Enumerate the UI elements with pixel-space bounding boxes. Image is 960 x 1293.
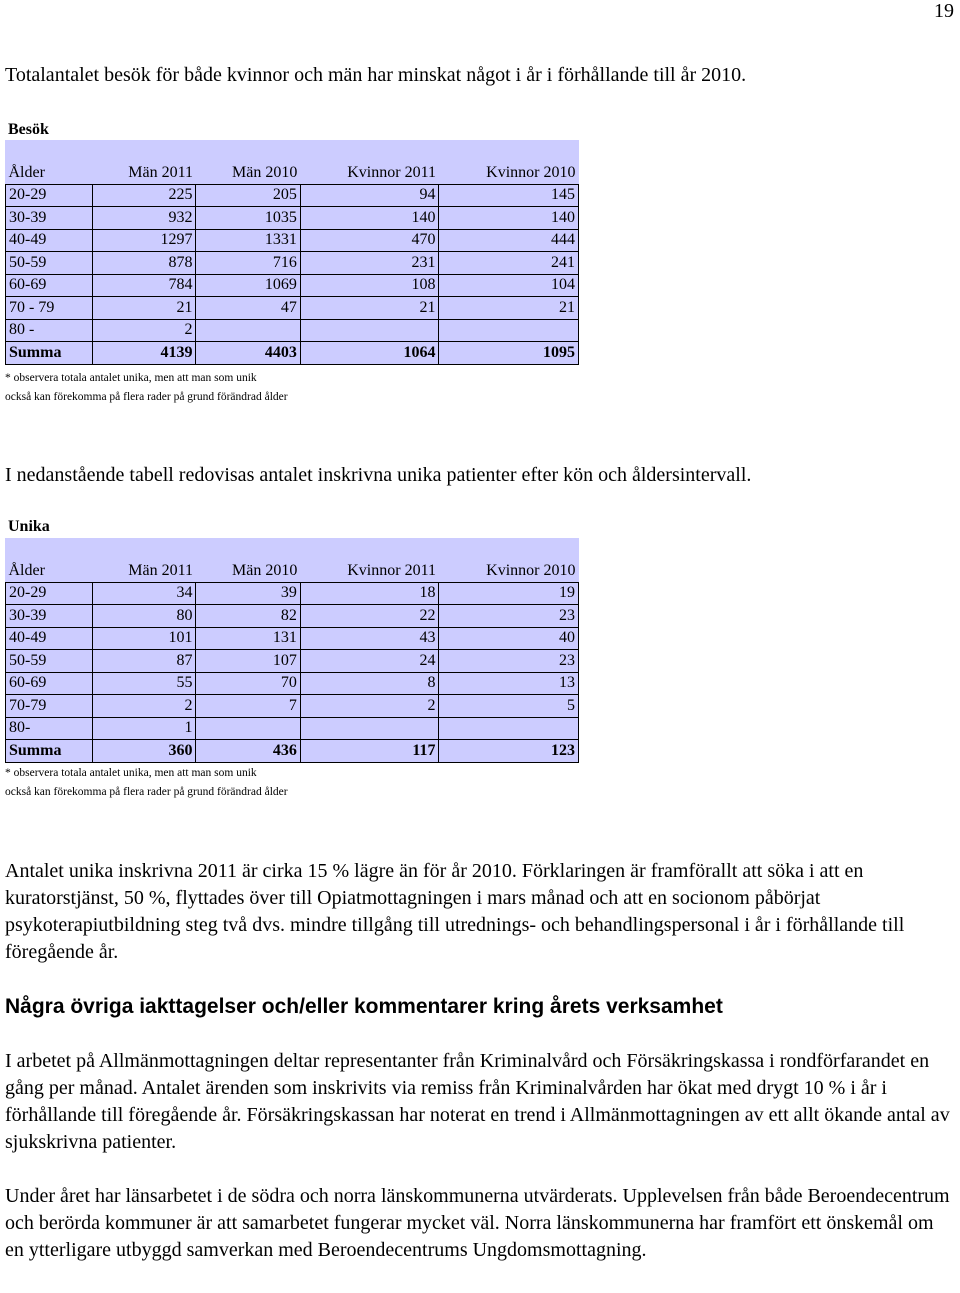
table-cell bbox=[439, 717, 579, 740]
unique-intro-text: I nedanstående tabell redovisas antalet inskrivna unika patienter efter kön och åldersintervall. bbox=[5, 464, 752, 486]
header-cell: Kvinnor 2010 bbox=[486, 561, 576, 579]
table-cell: 70-79 bbox=[6, 695, 93, 718]
table-cell: 70 - 79 bbox=[6, 297, 93, 320]
table-cell: 225 bbox=[92, 184, 196, 207]
header-cell: Män 2010 bbox=[232, 163, 298, 181]
unique-note-1: * observera totala antalet unika, men att man som unik bbox=[5, 767, 257, 779]
table-cell: 21 bbox=[439, 297, 579, 320]
table-row bbox=[6, 229, 579, 252]
table-cell bbox=[196, 319, 300, 342]
table-cell: Summa bbox=[6, 342, 93, 365]
table-cell: 23 bbox=[439, 605, 579, 628]
table-row bbox=[6, 605, 579, 628]
table-cell: 1 bbox=[92, 717, 196, 740]
table-row bbox=[6, 297, 579, 320]
visits-table-title: Besök bbox=[8, 121, 49, 138]
table-cell bbox=[439, 319, 579, 342]
table-cell: 878 bbox=[92, 252, 196, 275]
table-cell: 30-39 bbox=[6, 207, 93, 230]
table-cell: 117 bbox=[300, 740, 439, 763]
unique-note-2: också kan förekomma på flera rader på grund förändrad ålder bbox=[5, 786, 288, 798]
table-row bbox=[6, 207, 579, 230]
table-row bbox=[6, 274, 579, 297]
visits-note-2: också kan förekomma på flera rader på grund förändrad ålder bbox=[5, 391, 288, 403]
table-cell bbox=[196, 717, 300, 740]
table-cell: 87 bbox=[92, 650, 196, 673]
table-cell: 1035 bbox=[196, 207, 300, 230]
intro-text: Totalantalet besök för både kvinnor och män har minskat något i år i förhållande till år 2010. bbox=[5, 64, 747, 86]
table-cell: 13 bbox=[439, 672, 579, 695]
unique-table-header bbox=[6, 560, 579, 582]
table-cell: 40-49 bbox=[6, 229, 93, 252]
table-cell: 50-59 bbox=[6, 252, 93, 275]
table-cell: 80 - bbox=[6, 319, 93, 342]
page-number: 19 bbox=[934, 0, 954, 22]
table-row bbox=[6, 252, 579, 275]
table-cell: 94 bbox=[300, 184, 439, 207]
table-cell: 436 bbox=[196, 740, 300, 763]
paragraph-2: I arbetet på Allmänmottagningen deltar representanter från Kriminalvård och Försäkringskassa i rondförfarandet en gång per månad. Antalet ärenden som inskrivits via remiss från Kriminalvården har ökat med drygt 10 % i år i förhållande till föregående år. Försäkringskassan har noterat en trend i Allmänmottagningen av ett allt ökande antal av sjukskrivna patienter. bbox=[5, 1050, 950, 1153]
table-cell: 20-29 bbox=[6, 184, 93, 207]
table-cell bbox=[300, 319, 439, 342]
table-cell: 1095 bbox=[439, 342, 579, 365]
visits-table-header bbox=[6, 162, 579, 184]
table-cell: 716 bbox=[196, 252, 300, 275]
paragraph-1: Antalet unika inskrivna 2011 är cirka 15 % lägre än för år 2010. Förklaringen är framförallt att söka i att en kuratorstjänst, 50 %, flyttades över till Opiatmottagningen i mars månad och att en socionom påbörjat psykoterapiutbildning steg två dvs. mindre tillgång till utrednings- och behandlingspersonal i år i förhållande till föregående år. bbox=[5, 860, 905, 963]
table-cell: 70 bbox=[196, 672, 300, 695]
paragraph-3: Under året har länsarbetet i de södra och norra länskommunerna utvärderats. Upplevelsen från både Beroendecentrum och berörda kommuner är att samarbetet fungerar mycket väl. Norra länskommunerna har framfört ett önskemål om en ytterligare utbyggd samverkan med Beroendecentrums Ungdomsmottagning. bbox=[5, 1185, 950, 1261]
table-row bbox=[6, 319, 579, 342]
table-cell: 1331 bbox=[196, 229, 300, 252]
visits-note-1: * observera totala antalet unika, men att man som unik bbox=[5, 372, 257, 384]
table-cell: 80 bbox=[92, 605, 196, 628]
table-cell: 140 bbox=[439, 207, 579, 230]
table-cell: 43 bbox=[300, 627, 439, 650]
table-cell: 60-69 bbox=[6, 672, 93, 695]
table-cell: 23 bbox=[439, 650, 579, 673]
table-row bbox=[6, 184, 579, 207]
table-cell: 8 bbox=[300, 672, 439, 695]
unique-total-row bbox=[6, 740, 579, 763]
header-cell: Kvinnor 2011 bbox=[347, 163, 436, 181]
table-cell: 22 bbox=[300, 605, 439, 628]
table-cell: 55 bbox=[92, 672, 196, 695]
table-cell: 123 bbox=[439, 740, 579, 763]
table-cell: 21 bbox=[92, 297, 196, 320]
table-cell: Summa bbox=[6, 740, 93, 763]
table-cell: 932 bbox=[92, 207, 196, 230]
table-cell: 19 bbox=[439, 582, 579, 605]
table-cell: 1064 bbox=[300, 342, 439, 365]
table-cell: 47 bbox=[196, 297, 300, 320]
table-cell: 21 bbox=[300, 297, 439, 320]
table-cell: 1069 bbox=[196, 274, 300, 297]
table-row bbox=[6, 627, 579, 650]
header-cell: Kvinnor 2011 bbox=[347, 561, 436, 579]
table-cell: 20-29 bbox=[6, 582, 93, 605]
unique-table bbox=[5, 538, 579, 763]
header-cell: Kvinnor 2010 bbox=[486, 163, 576, 181]
table-row bbox=[6, 695, 579, 718]
table-cell: 360 bbox=[92, 740, 196, 763]
table-cell: 1297 bbox=[92, 229, 196, 252]
table-row bbox=[6, 717, 579, 740]
table-cell: 40-49 bbox=[6, 627, 93, 650]
table-cell: 30-39 bbox=[6, 605, 93, 628]
header-cell: Ålder bbox=[8, 561, 45, 579]
table-cell: 80- bbox=[6, 717, 93, 740]
table-row bbox=[6, 650, 579, 673]
table-cell: 444 bbox=[439, 229, 579, 252]
header-cell: Män 2011 bbox=[128, 163, 193, 181]
table-cell: 39 bbox=[196, 582, 300, 605]
header-cell: Män 2010 bbox=[232, 561, 298, 579]
table-cell: 4403 bbox=[196, 342, 300, 365]
table-cell: 82 bbox=[196, 605, 300, 628]
visits-table bbox=[5, 140, 579, 365]
table-cell: 50-59 bbox=[6, 650, 93, 673]
table-cell: 2 bbox=[300, 695, 439, 718]
visits-total-row bbox=[6, 342, 579, 365]
table-row bbox=[6, 672, 579, 695]
table-cell: 470 bbox=[300, 229, 439, 252]
table-cell: 7 bbox=[196, 695, 300, 718]
table-cell: 60-69 bbox=[6, 274, 93, 297]
table-cell: 18 bbox=[300, 582, 439, 605]
table-cell: 108 bbox=[300, 274, 439, 297]
table-cell: 140 bbox=[300, 207, 439, 230]
section-heading: Några övriga iakttagelser och/eller kommentarer kring årets verksamhet bbox=[5, 995, 723, 1018]
table-cell: 2 bbox=[92, 695, 196, 718]
header-cell: Män 2011 bbox=[128, 561, 193, 579]
table-cell: 241 bbox=[439, 252, 579, 275]
table-cell: 784 bbox=[92, 274, 196, 297]
header-cell: Ålder bbox=[8, 163, 45, 181]
table-cell: 205 bbox=[196, 184, 300, 207]
table-cell: 107 bbox=[196, 650, 300, 673]
table-cell: 34 bbox=[92, 582, 196, 605]
unique-table-title: Unika bbox=[8, 518, 50, 535]
table-cell: 5 bbox=[439, 695, 579, 718]
table-cell: 2 bbox=[92, 319, 196, 342]
table-row bbox=[6, 582, 579, 605]
table-cell bbox=[300, 717, 439, 740]
table-cell: 4139 bbox=[92, 342, 196, 365]
table-cell: 40 bbox=[439, 627, 579, 650]
table-cell: 101 bbox=[92, 627, 196, 650]
table-cell: 24 bbox=[300, 650, 439, 673]
table-cell: 145 bbox=[439, 184, 579, 207]
table-cell: 231 bbox=[300, 252, 439, 275]
table-cell: 131 bbox=[196, 627, 300, 650]
table-cell: 104 bbox=[439, 274, 579, 297]
